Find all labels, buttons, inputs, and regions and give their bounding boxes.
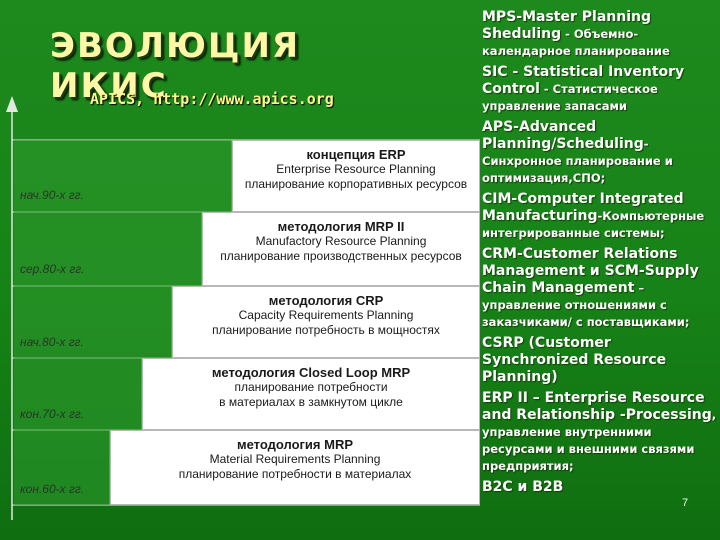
step-title: методология MRP [236, 437, 354, 452]
glossary-desc: - Статистическое управление запасами [482, 82, 658, 113]
era-label: нач.90-х гг. [20, 188, 84, 202]
era-label: сер.80-х гг. [20, 262, 85, 276]
step-erp [232, 140, 480, 212]
step-closed-loop-mrp [142, 358, 480, 430]
step-title: методология Closed Loop MRP [211, 365, 411, 380]
glossary-item [482, 389, 718, 474]
glossary-item [482, 190, 718, 241]
step-russian: планирование потребности в материалах [178, 467, 412, 481]
page-number: 7 [682, 497, 689, 509]
step-english: Enterprise Resource Planning [276, 162, 436, 176]
glossary-term: CRM-Customer Relations Management и SCM-Supply Chain Management [482, 246, 699, 296]
glossary-term: CIM-Computer Integrated Manufacturing [482, 191, 684, 224]
era-label: кон.60-х гг. [20, 482, 85, 496]
glossary-item [482, 8, 718, 59]
source-link[interactable]: APICS, http://www.apics.org [90, 90, 334, 108]
step-title: методология CRP [268, 293, 384, 308]
glossary-desc: – управление отношениями с заказчиками/ с поставщиками; [482, 281, 690, 329]
era-label: кон.70-х гг. [20, 407, 85, 421]
glossary-term: B2C и B2B [482, 479, 564, 495]
era-label: нач.80-х гг. [20, 335, 84, 349]
step-mrp [110, 430, 480, 505]
step-crp [172, 286, 480, 358]
step-english: Capacity Requirements Planning [238, 308, 414, 322]
step-english: Manufactory Resource Planning [255, 234, 427, 248]
glossary-term: APS-Advanced Planning/Scheduling [482, 119, 644, 152]
glossary-term: SIC - Statistical Inventory Control [482, 64, 685, 97]
step-title: методология MRP II [277, 219, 405, 234]
glossary-desc: - Объемно-календарное планирование [482, 27, 670, 58]
glossary-term: ERP II – Enterprise Resource and Relationship -Processing [482, 390, 712, 423]
glossary-desc: , управление внутренними ресурсами и внешними связями предприятия; [482, 408, 717, 473]
step-english: планирование потребности [234, 380, 388, 394]
glossary-item [482, 334, 718, 385]
step-mrp2 [202, 212, 480, 286]
glossary-list [482, 8, 718, 499]
glossary-desc: -Компьютерные интегрированные системы; [482, 209, 705, 240]
glossary-item [482, 118, 718, 186]
step-russian: в материалах в замкнутом цикле [219, 395, 403, 409]
slide-title: ЭВОЛЮЦИЯ ИКИС [50, 26, 301, 106]
glossary-term: MPS-Master Planning Sheduling [482, 9, 651, 42]
glossary-item [482, 63, 718, 114]
step-russian: планирование производственных ресурсов [220, 249, 462, 263]
timeline-arrow-icon [6, 96, 18, 112]
glossary-item [482, 478, 718, 495]
glossary-desc: -Синхронное планирование и оптимизация,СПО; [482, 137, 673, 185]
step-title: концепция ERP [306, 147, 406, 162]
step-russian: планирование корпоративных ресурсов [244, 177, 468, 191]
step-english: Material Requirements Planning [209, 452, 381, 466]
glossary-item [482, 245, 718, 330]
glossary-term: CSRP (Customer Synchronized Resource Planning) [482, 335, 667, 385]
step-russian: планирование потребность в мощностях [212, 323, 440, 337]
